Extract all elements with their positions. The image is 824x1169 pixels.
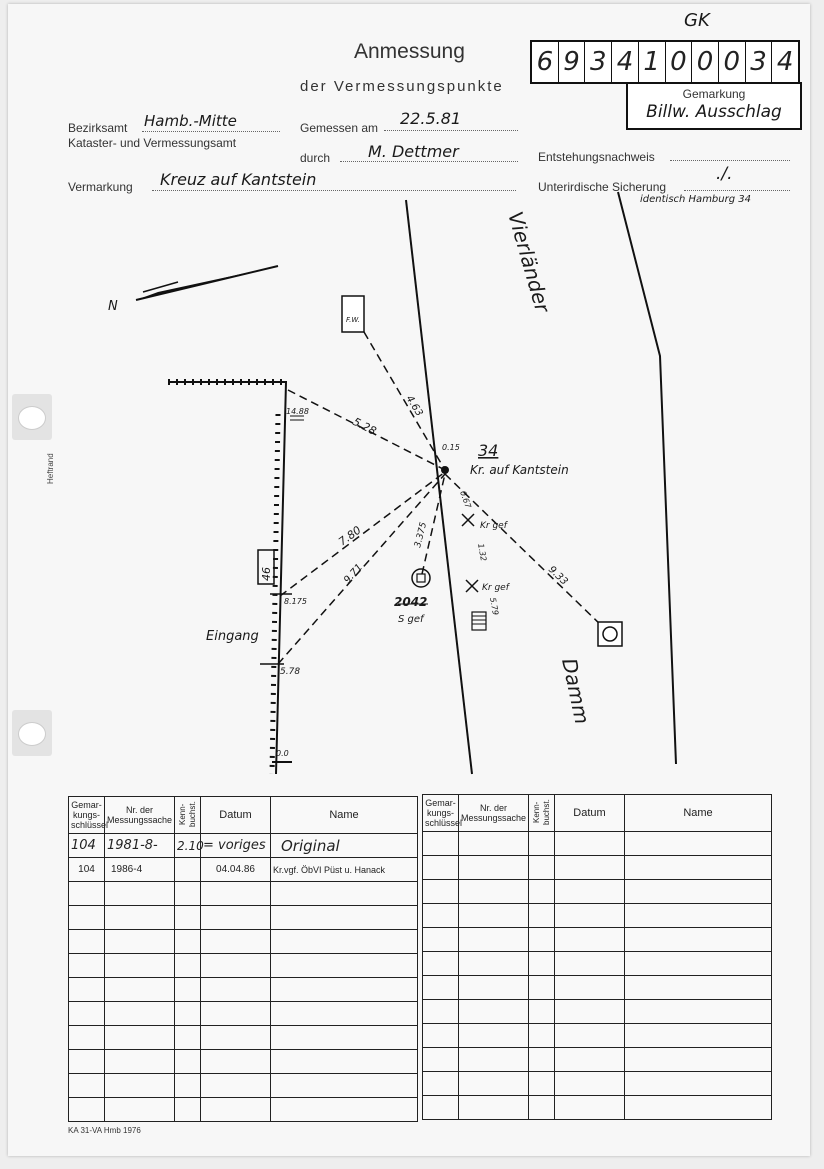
page-title: Anmessung (354, 40, 465, 63)
durch-value: M. Dettmer (368, 142, 459, 161)
measure-5-28: 5.28 (350, 415, 379, 438)
table-row (69, 1050, 418, 1074)
table-row (69, 1074, 418, 1098)
gemessen-label: Gemessen am (300, 121, 379, 135)
measure-1-32: 1.32 (476, 542, 488, 562)
point-34-number: 34 (478, 441, 499, 460)
kr-gef-label-1: Kr gef (480, 521, 507, 531)
table-row (423, 880, 772, 904)
survey-sketch (8, 4, 810, 794)
gk-digit: 4 (612, 42, 639, 82)
gemarkung-value: Billw. Ausschlag (646, 102, 782, 122)
table-row (69, 882, 418, 906)
street-name-upper: Vierländer (503, 208, 555, 315)
table-row (69, 1002, 418, 1026)
measure-0-67: 0.67 (458, 489, 473, 510)
register-table-left (68, 796, 418, 1122)
bezirksamt-value: Hamb.-Mitte (144, 112, 237, 130)
gk-digit: 1 (639, 42, 666, 82)
gk-digit: 3 (585, 42, 612, 82)
gemarkung-caption: Gemarkung (682, 87, 746, 101)
table-row (69, 906, 418, 930)
col-messungssache: Nr. der Messungssache (105, 797, 175, 834)
point-34-marker (441, 466, 449, 474)
gemessen-value: 22.5.81 (400, 109, 462, 128)
table-row (69, 1098, 418, 1122)
entstehung-label: Entstehungsnachweis (538, 150, 655, 164)
table-row (423, 856, 772, 880)
gk-digit: 9 (559, 42, 586, 82)
col-gemarkungsschluessel: Gemar-kungs-schlüssel (69, 797, 105, 834)
table-row (423, 1072, 772, 1096)
point-2042-icon (412, 569, 430, 587)
gk-label: GK (684, 10, 710, 31)
table-row: 104 1981-8- 2.10 = voriges Original (69, 834, 418, 858)
col-kennbuchst: Kenn-buchst. (175, 797, 201, 834)
durch-label: durch (300, 151, 331, 165)
table-row (423, 904, 772, 928)
measure-14-88: 14.88 (286, 407, 309, 416)
point-2042-label: 2042 (394, 595, 428, 609)
measure-5-79: 5.79 (488, 596, 500, 616)
measure-7-80: 7.80 (336, 523, 364, 549)
gk-digit: 4 (776, 47, 794, 77)
point-2042-desc: S gef (398, 614, 424, 625)
table-row (69, 1026, 418, 1050)
hatched-marker-icon (472, 612, 486, 630)
measure-0-0: 0.0 (276, 749, 289, 758)
identisch-note: identisch Hamburg 34 (640, 194, 751, 205)
measure-3-375: 3.375 (413, 521, 430, 549)
cross-1-icon (462, 514, 474, 526)
table-row (423, 952, 772, 976)
measure-9-71: 9.71 (342, 562, 366, 587)
col-name: Name (625, 795, 772, 832)
measure-5-78: 5.78 (280, 667, 301, 677)
table-row (69, 930, 418, 954)
survey-form-sheet (8, 4, 810, 1156)
page-subtitle: der Vermessungspunkte (300, 78, 504, 95)
measure-9-33: 9.33 (545, 564, 570, 588)
gk-digit: 0 (692, 42, 719, 82)
col-name: Name (271, 797, 418, 834)
gk-digit: 6 (532, 42, 559, 82)
margin-label: Heftrand (46, 453, 55, 484)
table-row (423, 1048, 772, 1072)
table-row (69, 978, 418, 1002)
vermarkung-value: Kreuz auf Kantstein (160, 170, 317, 189)
table-row (423, 1096, 772, 1120)
gk-digit: 0 (666, 42, 693, 82)
street-line-right (618, 192, 676, 764)
col-kennbuchst: Kenn-buchst. (529, 795, 555, 832)
entrance-label: Eingang (206, 629, 259, 644)
gk-digit: 0 (719, 42, 746, 82)
street-line-left (406, 200, 472, 774)
cross-2-icon (466, 580, 478, 592)
table-row (69, 954, 418, 978)
measure-4-63: 4.63 (403, 393, 425, 419)
table-row (423, 1024, 772, 1048)
fw-box (342, 296, 364, 332)
kr-gef-label-2: Kr gef (482, 583, 509, 593)
col-datum: Datum (555, 795, 625, 832)
house-number: 46 (260, 567, 273, 581)
unterirdisch-value: ./. (716, 164, 733, 184)
unterirdisch-label: Unterirdische Sicherung (538, 180, 667, 194)
amt-label: Kataster- und Vermessungsamt (68, 136, 237, 150)
measure-0-15: 0.15 (442, 443, 460, 452)
north-arrow-icon (136, 266, 278, 300)
vermarkung-label: Vermarkung (68, 180, 133, 194)
table-row (423, 928, 772, 952)
col-datum: Datum (201, 797, 271, 834)
col-gemarkungsschluessel: Gemar-kungs-schlüssel (423, 795, 459, 832)
point-34-desc: Kr. auf Kantstein (470, 463, 569, 477)
survey-marker-icon (598, 622, 622, 646)
register-table-right (422, 794, 772, 1120)
table-row (423, 976, 772, 1000)
bezirksamt-label: Bezirksamt (68, 121, 128, 135)
measure-8-175: 8.175 (284, 597, 307, 606)
form-footer: KA 31-VA Hmb 1976 (68, 1126, 141, 1135)
street-name-lower: Damm (557, 656, 595, 727)
table-row (423, 832, 772, 856)
north-label: N (108, 299, 118, 314)
col-messungssache: Nr. der Messungssache (459, 795, 529, 832)
fw-label: F.W. (346, 316, 360, 324)
table-row: 104 1986-4 04.04.86 Kr.vgf. ÖbVI Püst u. Hanack (69, 858, 418, 882)
table-row (423, 1000, 772, 1024)
gk-digit: 3 (746, 42, 773, 82)
